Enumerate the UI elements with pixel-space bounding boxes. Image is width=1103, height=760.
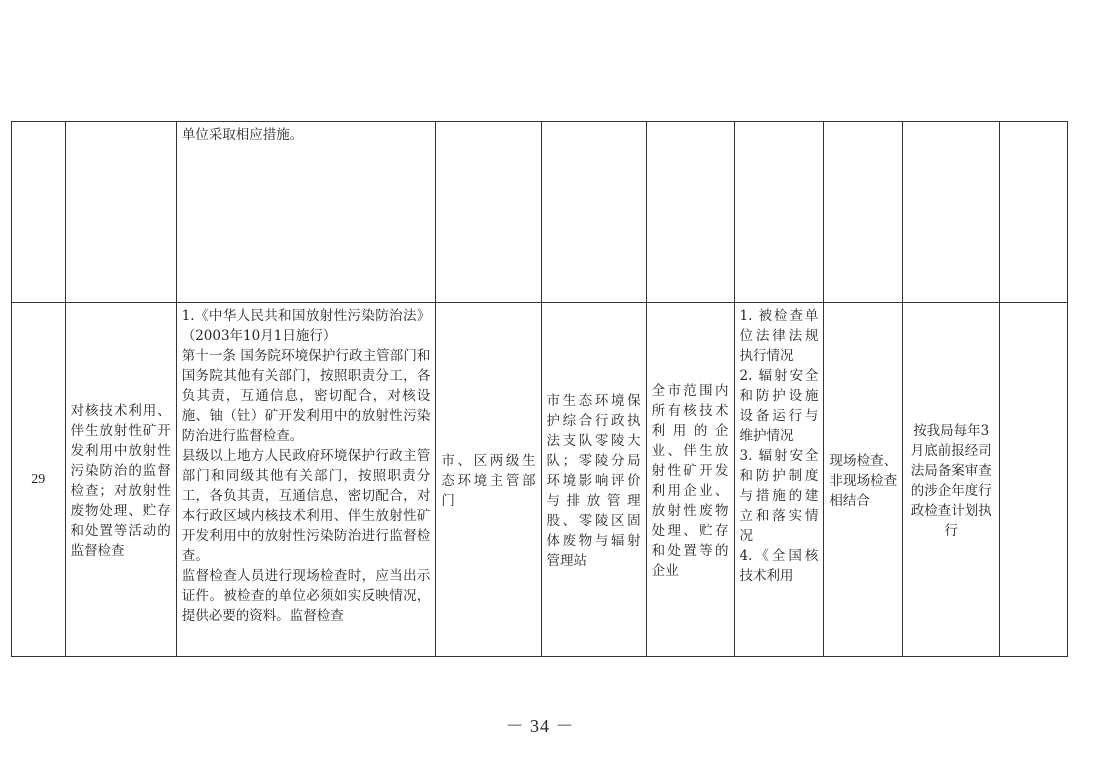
cell-basis	[176, 122, 436, 303]
cell-item	[65, 303, 176, 657]
basis-line: 1.《中华人民共和国放射性污染防治法》（2003年10月1日施行）	[181, 308, 431, 344]
executing-unit: 市生态环境保护综合行政执法支队零陵大队；零陵分局环境影响评价与排放管理股、零陵区固体废物与辐射管理站	[546, 392, 641, 569]
cell-note	[1000, 122, 1068, 303]
cell-no	[12, 303, 66, 657]
cell-item	[65, 122, 176, 303]
cell-executor	[541, 303, 646, 657]
cell-note	[1000, 303, 1068, 657]
content-line: 4.《全国核技术利用	[739, 548, 819, 584]
basis-text	[177, 122, 436, 145]
cell-executor	[541, 122, 646, 303]
cell-frequency	[903, 122, 1000, 303]
cell-frequency	[903, 303, 1000, 657]
inspection-method: 现场检查、非现场检查相结合	[829, 452, 898, 509]
cell-basis	[176, 303, 436, 657]
cell-scope	[646, 303, 734, 657]
basis-line: 监督检查人员进行现场检查时，应当出示证件。被检查的单位必须如实反映情况，提供必要的资料。监督检查	[181, 568, 431, 624]
cell-method	[824, 122, 903, 303]
basis-text	[177, 303, 436, 626]
responsible-dept: 市、区两级生态环境主管部门	[441, 452, 536, 509]
cell-content	[734, 122, 824, 303]
cell-scope	[646, 122, 734, 303]
inspection-scope: 全市范围内所有核技术利用的企业、伴生放射性矿开发利用企业、放射性废物处理、贮存和处置等的企业	[651, 382, 729, 579]
cell-dept	[436, 303, 541, 657]
content-line: 3. 辐射安全和防护制度与措施的建立和落实情况	[739, 448, 819, 544]
basis-line: 县级以上地方人民政府环境保护行政主管部门和同级其他有关部门，按照职责分工，各负其责，互通信息，密切配合，对本行政区域内核技术利用、伴生放射性矿开发利用中的放射性污染防治进行监督检查。	[181, 448, 431, 564]
table-row	[12, 122, 1068, 303]
cell-dept	[436, 122, 541, 303]
basis-line: 单位采取相应措施。	[181, 127, 304, 143]
cell-content	[734, 303, 824, 657]
cell-no	[12, 122, 66, 303]
page-number: － 34 －	[505, 716, 575, 736]
content-line: 2. 辐射安全和防护设施设备运行与维护情况	[739, 368, 819, 444]
table-row	[12, 303, 1068, 657]
content-line: 1. 被检查单位法律法规执行情况	[739, 308, 819, 364]
cell-method	[824, 303, 903, 657]
item-number: 29	[31, 471, 46, 487]
inspection-table	[11, 121, 1068, 657]
inspection-frequency: 按我局每年3月底前报经司法局备案审查的涉企年度行政检查计划执行	[910, 422, 992, 539]
item-name: 对核技术利用、伴生放射性矿开发利用中放射性污染防治的监督检查；对放射性废物处理、贮存和处置等活动的监督检查	[70, 402, 171, 559]
inspection-content	[735, 303, 824, 586]
basis-line: 第十一条 国务院环境保护行政主管部门和国务院其他有关部门，按照职责分工，各负其责，互通信息，密切配合，对核设施、铀（钍）矿开发利用中的放射性污染防治进行监督检查。	[181, 348, 431, 444]
